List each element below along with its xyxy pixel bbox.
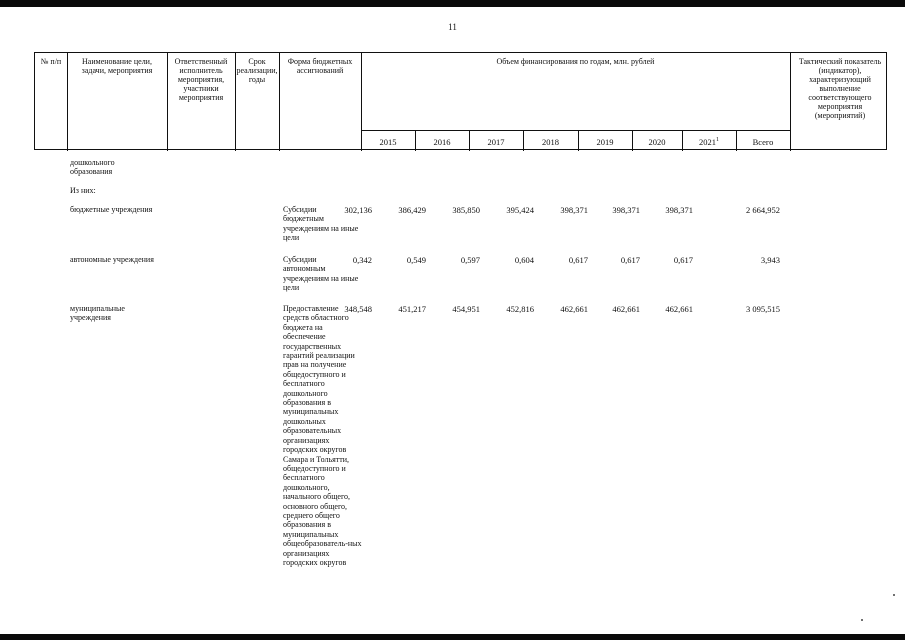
year-2016: 2016 (433, 137, 451, 147)
value-2016: 0,549 (406, 255, 426, 265)
column-divider (279, 53, 280, 151)
value-2015: 348,548 (344, 304, 372, 314)
year-2020: 2020 (648, 137, 666, 147)
value-2017: 385,850 (452, 205, 480, 215)
scan-speck (893, 594, 895, 596)
value-2019: 462,661 (560, 304, 588, 314)
value-2015: 0,342 (352, 255, 372, 265)
row-form: Предоставление средств областного бюджета на обеспечение государственных гарантий реализации прав на получение общедоступного и бесплатного дошкольного образования в муниципальных дошкольных образовательных организациях городских округов Самара и Тольятти, общедоступного и бесплатного дошкольного, начального общего, основного общего, среднего общего образования в муниципальных общеобразователь-ных организациях городских округов (283, 304, 362, 567)
row-divider (361, 130, 790, 131)
row-name: муниципальные учреждения (70, 304, 125, 323)
value-2015: 302,136 (344, 205, 372, 215)
value-2021: 398,371 (665, 205, 693, 215)
continued-name: дошкольного образования (70, 158, 115, 177)
year-2021 (682, 137, 736, 147)
row-form: Субсидии автономным учреждениям на иные цели (283, 255, 359, 293)
value-2019: 0,617 (568, 255, 588, 265)
year-2019: 2019 (596, 137, 614, 147)
header-volume: Объем финансирования по годам, млн. рублей (496, 57, 655, 66)
row-name: автономные учреждения (70, 255, 154, 264)
footnote-marker: 1 (716, 137, 719, 144)
header-responsible: Ответственный исполнитель мероприятия, участники мероприятия (174, 57, 228, 102)
year-total: Всего (752, 137, 774, 147)
header-name: Наименование цели, задачи, мероприятия (81, 57, 153, 75)
value-2019: 398,371 (560, 205, 588, 215)
value-2017: 454,951 (452, 304, 480, 314)
value-2016: 451,217 (398, 304, 426, 314)
year-2017: 2017 (487, 137, 505, 147)
header-num: № п/п (40, 57, 62, 66)
of-them-label: Из них: (70, 186, 96, 195)
value-2018: 452,816 (506, 304, 534, 314)
scan-top-edge (0, 0, 905, 7)
value-total: 3,943 (760, 255, 780, 265)
value-2021: 0,617 (673, 255, 693, 265)
value-2020: 398,371 (612, 205, 640, 215)
value-2020: 462,661 (612, 304, 640, 314)
header-term: Срок реализации, годы (236, 57, 278, 84)
year-2021-label: 2021 (699, 137, 716, 147)
row-name: бюджетные учреждения (70, 205, 153, 214)
scan-speck (861, 619, 863, 621)
value-total: 2 664,952 (746, 205, 780, 215)
header-indicator: Тактический показатель (индикатор), характеризующий выполнение соответствующего мероприятия (мероприятий) (798, 57, 882, 120)
value-2016: 386,429 (398, 205, 426, 215)
row-form: Субсидии бюджетным учреждениям на иные цели (283, 205, 359, 243)
value-2017: 0,597 (460, 255, 480, 265)
value-2018: 395,424 (506, 205, 534, 215)
scan-bottom-edge (0, 634, 905, 640)
year-2018: 2018 (542, 137, 559, 147)
value-2021: 462,661 (665, 304, 693, 314)
year-2015: 2015 (379, 137, 397, 147)
value-total: 3 095,515 (746, 304, 780, 314)
value-2020: 0,617 (620, 255, 640, 265)
column-divider (790, 53, 791, 151)
column-divider (67, 53, 68, 151)
value-2018: 0,604 (514, 255, 534, 265)
page-number: 11 (448, 22, 457, 32)
header-form: Форма бюджетных ассигнований (287, 57, 353, 75)
column-divider (167, 53, 168, 151)
table-header (34, 52, 887, 150)
